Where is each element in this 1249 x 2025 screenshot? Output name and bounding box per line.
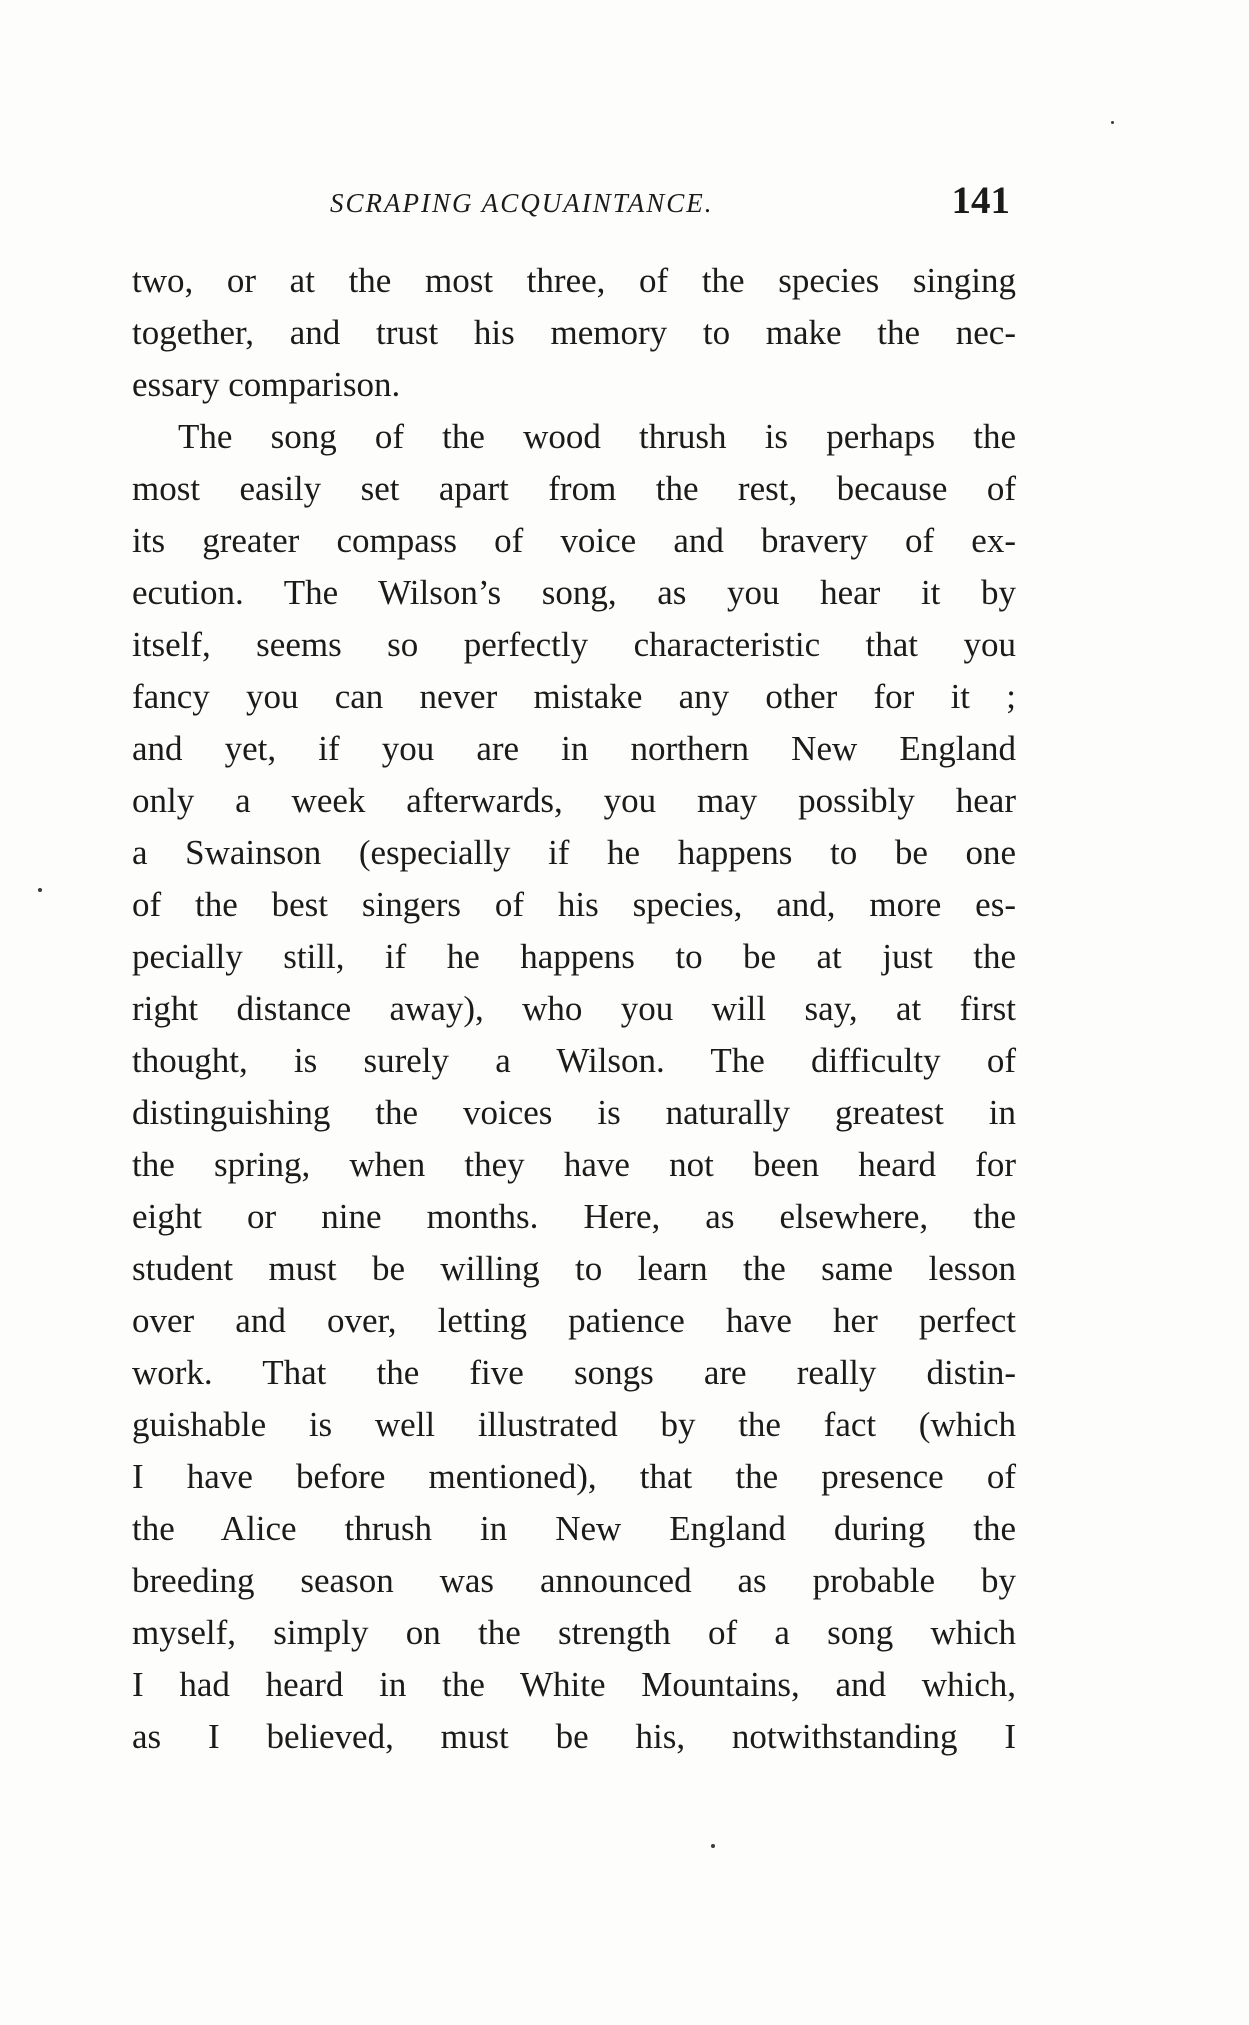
paper-speck xyxy=(38,888,42,892)
text-line: student must be willing to learn the same lesson xyxy=(132,1249,1016,1288)
text-line: right distance away), who you will say, at first xyxy=(132,989,1016,1028)
paper-speck xyxy=(1111,121,1114,124)
text-line: eight or nine months. Here, as elsewhere, the xyxy=(132,1197,1016,1236)
text-line: myself, simply on the strength of a song which xyxy=(132,1613,1016,1652)
text-line: the Alice thrush in New England during the xyxy=(132,1509,1016,1548)
text-line: work. That the five songs are really distin- xyxy=(132,1353,1016,1392)
text-line: breeding season was announced as probable by xyxy=(132,1561,1016,1600)
paper-speck xyxy=(711,1844,715,1848)
text-line: a Swainson (especially if he happens to be one xyxy=(132,833,1016,872)
text-line: distinguishing the voices is naturally greatest in xyxy=(132,1093,1016,1132)
text-line: as I believed, must be his, notwithstanding I xyxy=(132,1717,1016,1756)
text-line: The song of the wood thrush is perhaps the xyxy=(178,417,1016,456)
text-line: I have before mentioned), that the presence of xyxy=(132,1457,1016,1496)
page-number: 141 xyxy=(951,179,1010,222)
text-line: and yet, if you are in northern New England xyxy=(132,729,1016,768)
text-line: guishable is well illustrated by the fact (which xyxy=(132,1405,1016,1444)
text-line: over and over, letting patience have her perfect xyxy=(132,1301,1016,1340)
text-line: of the best singers of his species, and, more es- xyxy=(132,885,1016,924)
text-line: only a week afterwards, you may possibly hear xyxy=(132,781,1016,820)
text-line: most easily set apart from the rest, because of xyxy=(132,469,1016,508)
text-line: itself, seems so perfectly characteristic that you xyxy=(132,625,1016,664)
running-head xyxy=(330,178,1010,226)
text-line: fancy you can never mistake any other for it ; xyxy=(132,677,1016,716)
text-line: two, or at the most three, of the species singing xyxy=(132,261,1016,300)
text-line: together, and trust his memory to make the nec- xyxy=(132,313,1016,352)
text-line: the spring, when they have not been heard for xyxy=(132,1145,1016,1184)
running-title: SCRAPING ACQUAINTANCE. xyxy=(330,188,714,218)
text-line: its greater compass of voice and bravery of ex- xyxy=(132,521,1016,560)
text-line: essary comparison. xyxy=(132,365,401,404)
text-line: pecially still, if he happens to be at just the xyxy=(132,937,1016,976)
text-line: ecution. The Wilson’s song, as you hear it by xyxy=(132,573,1016,612)
text-line: I had heard in the White Mountains, and which, xyxy=(132,1665,1016,1704)
body-text xyxy=(132,255,1016,1763)
text-line: thought, is surely a Wilson. The difficulty of xyxy=(132,1041,1016,1080)
